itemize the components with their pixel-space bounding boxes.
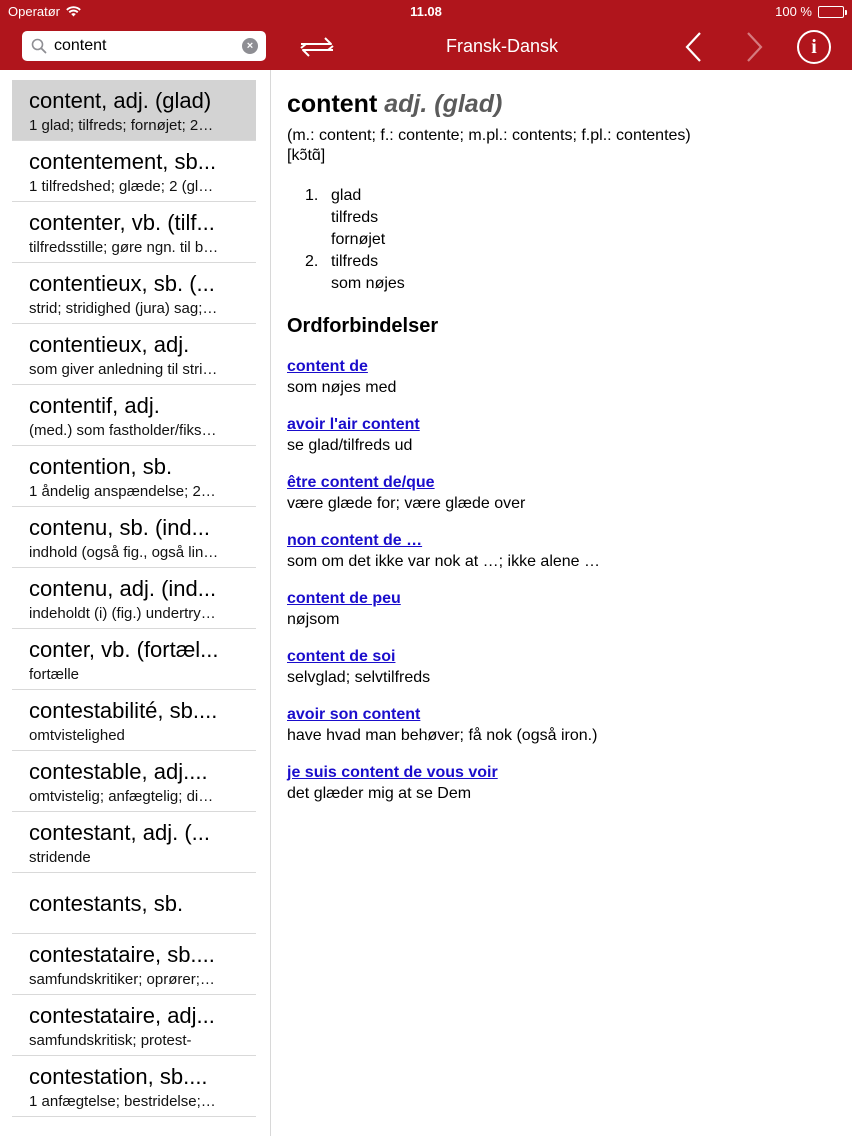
phrase-link[interactable]: être content de/que [287,474,435,491]
inflected-forms: (m.: content; f.: contente; m.pl.: contents; f.pl.: contentes) [287,127,691,144]
list-item-headword: contestataire, adj... [29,1003,215,1028]
headword-text: content [287,90,378,118]
list-item-headword: contenu, sb. (ind... [29,515,210,540]
list-item[interactable] [12,80,256,141]
status-time: 11.08 [410,4,442,19]
phrase-item [287,589,837,631]
phrase-translation: være glæde for; være glæde over [287,495,526,512]
list-item[interactable] [12,141,256,202]
list-item[interactable] [12,446,256,507]
list-item[interactable] [12,690,256,751]
phrase-translation: som om det ikke var nok at …; ikke alene … [287,553,601,570]
list-item-headword: contentieux, adj. [29,332,190,357]
sense-translation: glad [331,187,362,204]
list-item-headword: contestable, adj.... [29,759,208,784]
phrase-link[interactable]: content de [287,358,368,375]
phrase-item [287,415,837,457]
list-item[interactable] [12,995,256,1056]
list-item-headword: contestabilité, sb.... [29,698,218,723]
list-item-headword: contestant, adj. (... [29,820,210,845]
list-item-headword: contentieux, sb. (... [29,271,215,296]
battery-percent: 100 % [775,4,812,19]
battery-icon [818,6,844,18]
phrase-item [287,763,837,805]
list-item-headword: contenu, adj. (ind... [29,576,217,601]
list-item-gloss: indhold (også fig., også lin… [29,544,219,561]
phrase-item [287,357,837,399]
list-item-gloss: 1 glad; tilfreds; fornøjet; 2… [29,117,214,134]
list-item[interactable] [12,751,256,812]
sense-list [287,185,837,295]
phrase-link[interactable]: content de peu [287,590,401,607]
sense-translation: som nøjes [331,275,405,292]
list-item-gloss: (med.) som fastholder/fiks… [29,422,217,439]
list-item[interactable] [12,385,256,446]
search-field[interactable] [22,31,266,61]
list-item[interactable] [12,812,256,873]
list-item-headword: contentement, sb... [29,149,217,174]
list-item-gloss: tilfredsstille; gøre ngn. til b… [29,239,219,256]
search-icon [31,38,47,54]
list-item-headword: contestataire, sb.... [29,942,215,967]
list-item-gloss: omtvistelig; anfægtelig; di… [29,788,214,805]
list-item-gloss: 1 tilfredshed; glæde; 2 (gl… [29,178,214,195]
list-item-gloss: stridende [29,849,91,866]
list-item-gloss: indeholdt (i) (fig.) undertry… [29,605,216,622]
list-item[interactable] [12,507,256,568]
phrase-translation: som nøjes med [287,379,397,396]
list-item-headword: content, adj. (glad) [29,88,212,113]
list-item-gloss: 1 anfægtelse; bestridelse;… [29,1093,216,1110]
phrase-translation: nøjsom [287,611,340,628]
phrase-link[interactable]: avoir l'air content [287,416,420,433]
pronunciation: [kɔ̃tɑ̃] [287,147,326,164]
phrase-item [287,531,837,573]
sense-number: 2. [305,253,319,270]
clear-search-icon[interactable]: × [242,38,258,54]
list-item-gloss: fortælle [29,666,80,683]
phrase-item [287,705,837,747]
status-bar [0,0,852,22]
phrase-item [287,473,837,515]
list-item[interactable] [12,1056,256,1117]
phrase-list [287,357,837,805]
info-icon[interactable]: i [797,30,831,64]
list-item-headword: contenter, vb. (tilf... [29,210,215,235]
list-item[interactable] [12,934,256,995]
sense-translation: tilfreds [331,209,379,226]
list-item-gloss: 1 åndelig anspændelse; 2… [29,483,216,500]
search-input[interactable] [54,35,234,57]
list-item-gloss: omtvistelighed [29,727,125,744]
carrier-label: Operatør [8,4,61,19]
dictionary-title: Fransk-Dansk [445,36,559,56]
list-item[interactable] [12,873,256,934]
list-item-headword: contention, sb. [29,454,173,479]
list-item[interactable] [12,629,256,690]
list-item[interactable] [12,324,256,385]
sense-item [287,185,837,251]
phrase-translation: have hvad man behøver; få nok (også iron.) [287,727,598,744]
phrase-translation: se glad/tilfreds ud [287,437,413,454]
list-item-headword: contestants, sb. [29,891,184,916]
entry-headword [287,90,837,119]
sense-translation: tilfreds [331,253,379,270]
back-arrow-icon[interactable] [682,30,706,64]
list-item-headword: conter, vb. (fortæl... [29,637,219,662]
swap-languages-icon[interactable] [297,32,337,62]
phrase-link[interactable]: non content de … [287,532,423,549]
part-of-speech: adj. (glad) [384,90,503,118]
phrases-heading: Ordforbindelser [287,315,439,337]
navigation-bar [0,0,852,70]
list-item-gloss: samfundskritisk; protest- [29,1032,192,1049]
phrase-link[interactable]: je suis content de vous voir [287,764,498,781]
list-item[interactable] [12,568,256,629]
phrase-item [287,647,837,689]
list-item-gloss: strid; stridighed (jura) sag;… [29,300,218,317]
entry-detail [287,90,837,821]
list-item-gloss: samfundskritiker; oprører;… [29,971,215,988]
sense-item [287,251,837,295]
sense-number: 1. [305,187,319,204]
phrase-link[interactable]: avoir son content [287,706,421,723]
list-item-headword: contentif, adj. [29,393,160,418]
phrase-translation: det glæder mig at se Dem [287,785,472,802]
forward-arrow-icon[interactable] [742,30,766,64]
list-item[interactable] [12,202,256,263]
results-list [0,70,271,1136]
phrase-link[interactable]: content de soi [287,648,396,665]
list-item[interactable] [12,263,256,324]
list-item-gloss: som giver anledning til stri… [29,361,218,378]
list-item-headword: contestation, sb.... [29,1064,208,1089]
phrase-translation: selvglad; selvtilfreds [287,669,431,686]
sense-translation: fornøjet [331,231,386,248]
